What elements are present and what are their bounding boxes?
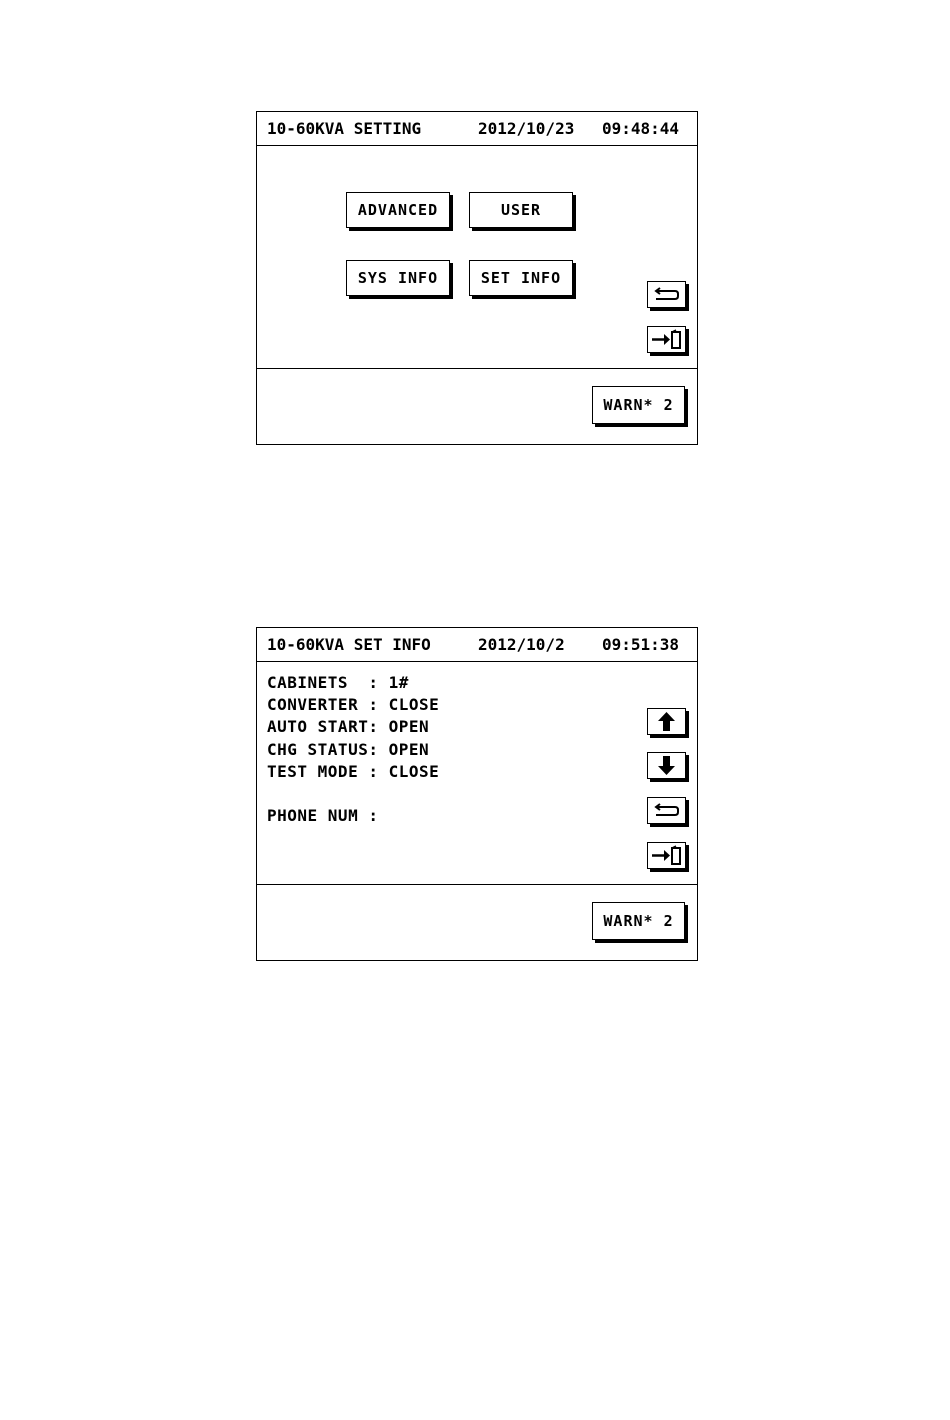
- info-row-chg-status: [267, 739, 439, 761]
- exit-icon: [648, 327, 685, 352]
- info-label: CABINETS: [267, 673, 369, 692]
- return-icon: [648, 798, 685, 823]
- setting-screen: [256, 111, 698, 445]
- screen-title: 10-60KVA SET INFO: [267, 635, 431, 654]
- return-button[interactable]: [647, 281, 686, 308]
- scroll-down-button[interactable]: [647, 752, 686, 779]
- menu-area: [257, 146, 697, 369]
- title-bar: [257, 628, 697, 662]
- user-button[interactable]: USER: [469, 192, 573, 228]
- sys-info-button[interactable]: SYS INFO: [346, 260, 450, 296]
- info-value: OPEN: [388, 717, 430, 737]
- return-icon: [648, 282, 685, 307]
- return-button[interactable]: [647, 797, 686, 824]
- info-row-auto-start: [267, 716, 439, 738]
- warning-button[interactable]: WARN* 2: [592, 902, 685, 940]
- advanced-button[interactable]: ADVANCED: [346, 192, 450, 228]
- title-bar: [257, 112, 697, 146]
- info-area: [257, 662, 697, 885]
- exit-button[interactable]: [647, 842, 686, 869]
- info-value: 1#: [388, 673, 409, 692]
- date-display: 2012/10/23: [478, 119, 575, 138]
- info-row-cabinets: [267, 672, 439, 694]
- date-display: 2012/10/2: [478, 635, 565, 654]
- info-value: OPEN: [388, 739, 430, 759]
- time-display: 09:48:44: [602, 119, 680, 138]
- arrow-up-icon: [648, 709, 685, 734]
- exit-icon: [648, 843, 685, 868]
- info-separator: :: [368, 673, 389, 692]
- status-bar: [257, 885, 697, 960]
- set-info-screen: [256, 627, 698, 961]
- info-list: [267, 672, 439, 827]
- info-row-test-mode: [267, 761, 439, 783]
- status-bar: [257, 369, 697, 444]
- info-separator: :: [368, 717, 389, 737]
- info-label: CONVERTER: [267, 695, 369, 715]
- info-label: AUTO START: [267, 717, 369, 737]
- info-separator: :: [368, 739, 389, 759]
- time-display: 09:51:38: [602, 635, 680, 654]
- info-separator: :: [368, 761, 389, 781]
- info-row-converter: [267, 694, 439, 716]
- info-value: CLOSE: [388, 761, 440, 781]
- screen-title: 10-60KVA SETTING: [267, 119, 422, 138]
- info-row-phone-num: [267, 805, 439, 827]
- info-label: TEST MODE: [267, 761, 369, 781]
- info-label: CHG STATUS: [267, 739, 369, 759]
- exit-button[interactable]: [647, 326, 686, 353]
- info-value: CLOSE: [388, 695, 440, 715]
- set-info-button[interactable]: SET INFO: [469, 260, 573, 296]
- warning-button[interactable]: WARN* 2: [592, 386, 685, 424]
- info-label: PHONE NUM :: [267, 805, 379, 825]
- arrow-down-icon: [648, 753, 685, 778]
- scroll-up-button[interactable]: [647, 708, 686, 735]
- info-separator: :: [368, 695, 389, 715]
